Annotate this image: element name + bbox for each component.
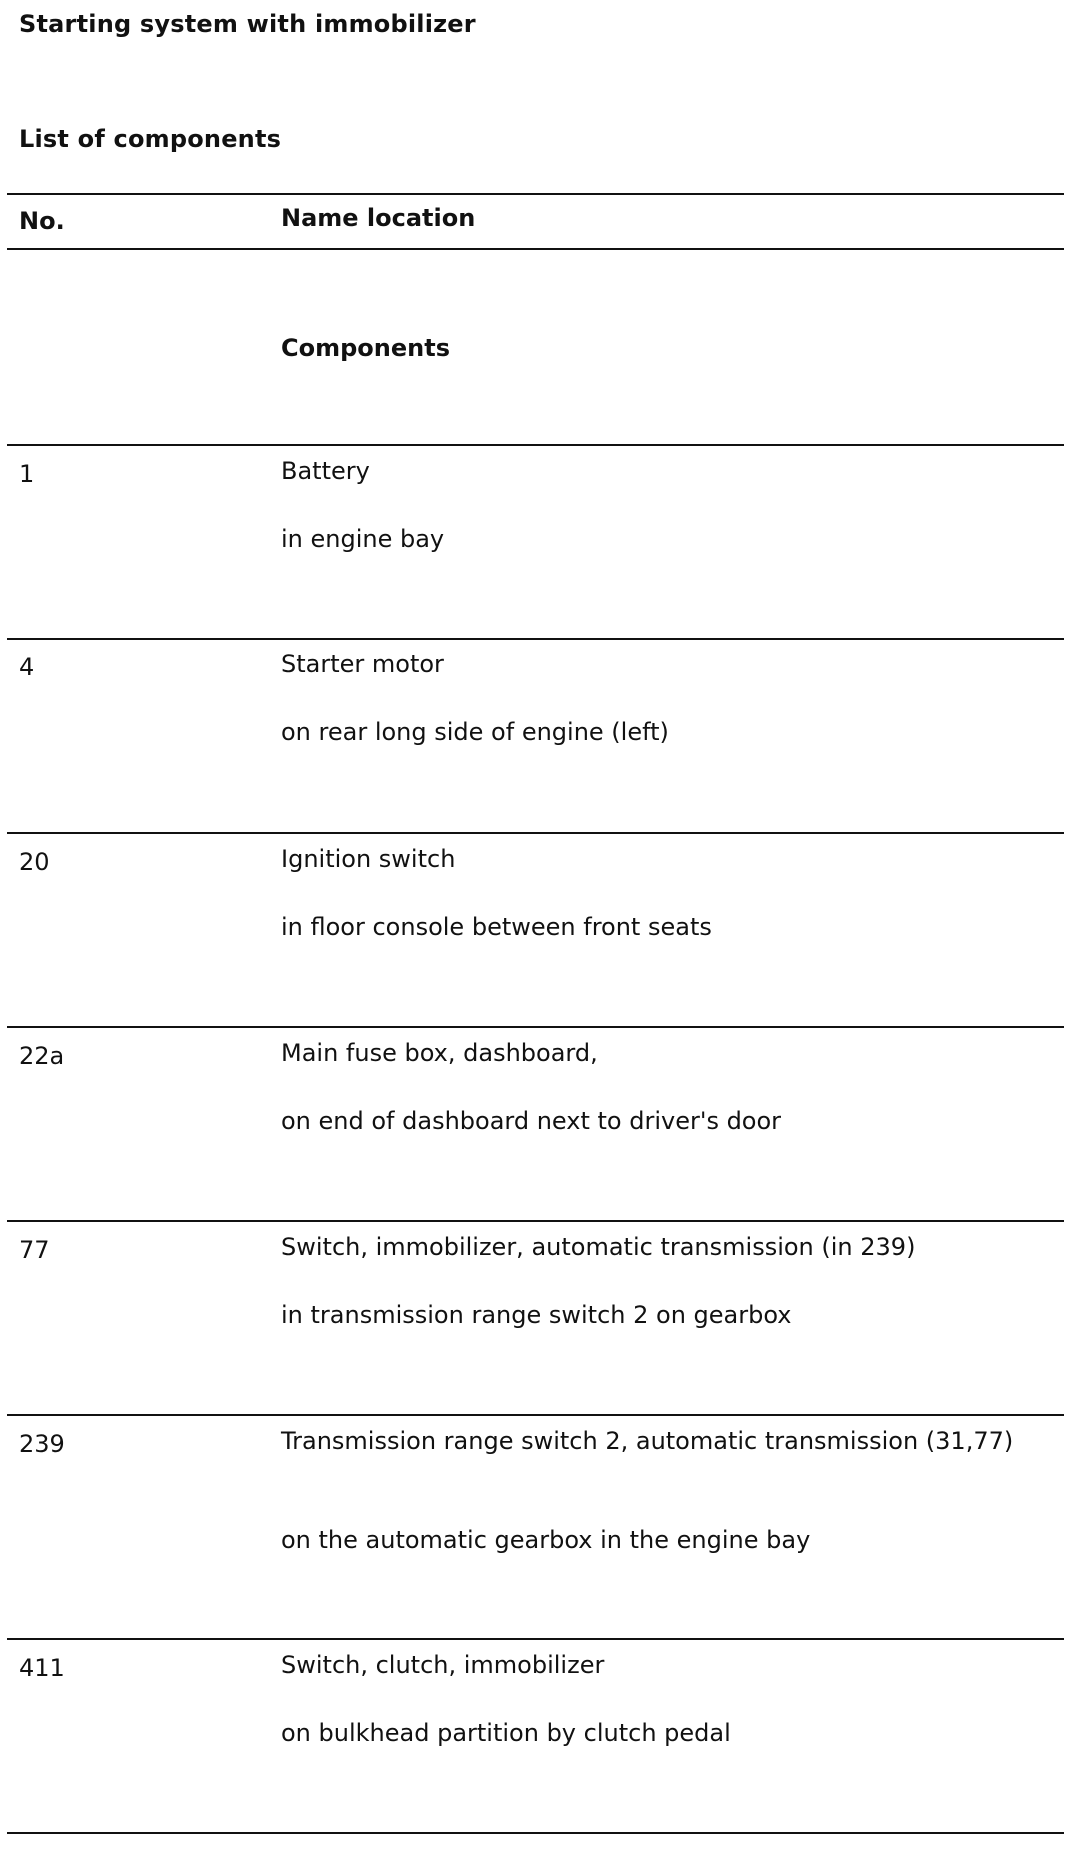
header-name-location: Name location (281, 204, 476, 232)
row-name: Switch, immobilizer, automatic transmission (in 239) (281, 1233, 916, 1261)
row-name: Switch, clutch, immobilizer (281, 1651, 605, 1679)
row-name: Ignition switch (281, 845, 456, 873)
document-title: Starting system with immobilizer (19, 10, 476, 38)
row-divider (7, 444, 1064, 446)
section-title: List of components (19, 125, 282, 153)
row-divider (7, 638, 1064, 640)
row-location: on the automatic gearbox in the engine bay (281, 1526, 811, 1554)
row-number: 77 (19, 1236, 50, 1264)
row-number: 20 (19, 848, 50, 876)
header-no: No. (19, 207, 65, 235)
row-divider (7, 1220, 1064, 1222)
row-name: Main fuse box, dashboard, (281, 1039, 598, 1067)
table-bottom-rule (7, 1832, 1064, 1834)
row-name: Battery (281, 457, 370, 485)
row-divider (7, 1638, 1064, 1640)
row-number: 411 (19, 1654, 65, 1682)
row-name: Transmission range switch 2, automatic transmission (31,77) (281, 1427, 1014, 1455)
table-top-rule (7, 193, 1064, 195)
row-divider (7, 1026, 1064, 1028)
row-divider (7, 832, 1064, 834)
row-location: on end of dashboard next to driver's door (281, 1107, 782, 1135)
row-location: in engine bay (281, 525, 445, 553)
row-location: on rear long side of engine (left) (281, 718, 669, 746)
row-number: 4 (19, 653, 35, 681)
row-divider (7, 1414, 1064, 1416)
row-number: 22a (19, 1042, 65, 1070)
row-location: on bulkhead partition by clutch pedal (281, 1719, 731, 1747)
row-number: 239 (19, 1430, 65, 1458)
row-name: Starter motor (281, 650, 444, 678)
row-number: 1 (19, 460, 35, 488)
row-location: in floor console between front seats (281, 913, 712, 941)
header-bottom-rule (7, 248, 1064, 250)
group-heading: Components (281, 334, 450, 362)
row-location: in transmission range switch 2 on gearbox (281, 1301, 792, 1329)
